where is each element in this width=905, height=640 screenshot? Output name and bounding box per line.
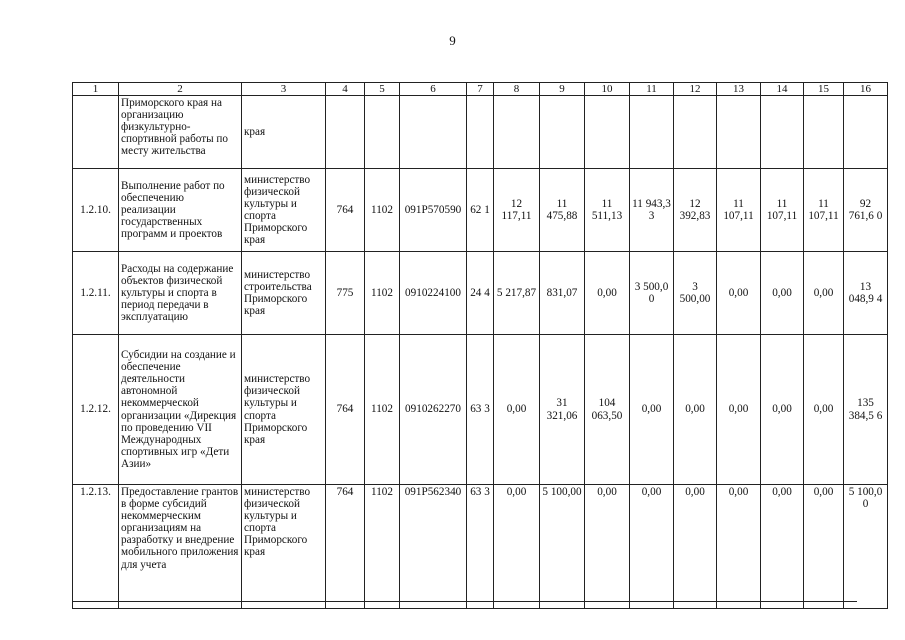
row-number: 1.2.13. [73, 485, 119, 609]
cell-value: 0,00 [585, 252, 630, 335]
col-header: 4 [326, 83, 365, 96]
cell-value: 764 [326, 335, 365, 485]
table-row [73, 96, 888, 169]
col-header: 1 [73, 83, 119, 96]
cell-value: 11 943,3 3 [630, 169, 674, 252]
cell-value: 5 100,00 [540, 485, 585, 609]
cell-value: 0,00 [630, 485, 674, 609]
cell-value [494, 96, 540, 169]
cell-value: 0,00 [761, 252, 804, 335]
col-header: 13 [717, 83, 761, 96]
cell-value: 0,00 [804, 252, 844, 335]
cell-value [365, 96, 400, 169]
table-row [73, 485, 888, 609]
header-row [73, 83, 888, 96]
cell-value: 0,00 [761, 335, 804, 485]
cell-value: 24 4 [467, 252, 494, 335]
col-header: 6 [400, 83, 467, 96]
cell-value: 92 761,6 0 [844, 169, 888, 252]
cell-value [674, 96, 717, 169]
cell-value: 1102 [365, 252, 400, 335]
cell-value: 0,00 [717, 485, 761, 609]
responsible-executor: министерство физической культуры и спорта Приморского края [242, 485, 326, 609]
cell-value [717, 96, 761, 169]
row-number [73, 96, 119, 169]
cell-value: 764 [326, 485, 365, 609]
col-header: 15 [804, 83, 844, 96]
cell-value [630, 96, 674, 169]
row-number: 1.2.10. [73, 169, 119, 252]
cell-value [804, 96, 844, 169]
cell-value: 0,00 [630, 335, 674, 485]
cell-value: 1102 [365, 169, 400, 252]
cell-value: 0,00 [804, 485, 844, 609]
cell-value: 3 500,00 [674, 252, 717, 335]
cell-value: 764 [326, 169, 365, 252]
cell-value: 0,00 [494, 485, 540, 609]
col-header: 16 [844, 83, 888, 96]
cell-value: 11 475,88 [540, 169, 585, 252]
col-header: 11 [630, 83, 674, 96]
measure-name: Приморского края на организацию физкультурно-спортивной работы по месту жительства [119, 96, 242, 169]
cell-value: 63 3 [467, 485, 494, 609]
cell-value [540, 96, 585, 169]
col-header: 12 [674, 83, 717, 96]
budget-table [72, 82, 888, 609]
cell-value: 831,07 [540, 252, 585, 335]
measure-name: Расходы на содержание объектов физической культуры и спорта в период передачи в эксплуатацию [119, 252, 242, 335]
cell-value: 091P570590 [400, 169, 467, 252]
measure-name: Предоставление грантов в форме субсидий некоммерческим организациям на разработку и внедрение мобильного приложения для учета [119, 485, 242, 609]
cell-value: 0,00 [804, 335, 844, 485]
cell-value: 775 [326, 252, 365, 335]
row-number: 1.2.12. [73, 335, 119, 485]
responsible-executor: министерство строительства Приморского края [242, 252, 326, 335]
table-row [73, 335, 888, 485]
cell-value: 11 107,11 [717, 169, 761, 252]
page-bottom-rule [72, 601, 857, 602]
col-header: 3 [242, 83, 326, 96]
row-number: 1.2.11. [73, 252, 119, 335]
cell-value: 0,00 [761, 485, 804, 609]
cell-value: 11 511,13 [585, 169, 630, 252]
cell-value [467, 96, 494, 169]
measure-name: Выполнение работ по обеспечению реализации государственных программ и проектов [119, 169, 242, 252]
col-header: 14 [761, 83, 804, 96]
cell-value: 3 500,0 0 [630, 252, 674, 335]
table-row [73, 252, 888, 335]
col-header: 7 [467, 83, 494, 96]
cell-value [844, 96, 888, 169]
cell-value: 1102 [365, 485, 400, 609]
measure-name: Субсидии на создание и обеспечение деятельности автономной некоммерческой организации «Дирекция по проведению VII Международных спортивных игр «Дети Азии» [119, 335, 242, 485]
cell-value: 0,00 [585, 485, 630, 609]
col-header: 9 [540, 83, 585, 96]
cell-value [761, 96, 804, 169]
col-header: 5 [365, 83, 400, 96]
cell-value: 62 1 [467, 169, 494, 252]
cell-value: 5 217,87 [494, 252, 540, 335]
table-row [73, 169, 888, 252]
cell-value: 135 384,5 6 [844, 335, 888, 485]
col-header: 8 [494, 83, 540, 96]
cell-value: 0,00 [717, 252, 761, 335]
cell-value: 11 107,11 [804, 169, 844, 252]
cell-value: 104 063,50 [585, 335, 630, 485]
cell-value: 091P562340 [400, 485, 467, 609]
cell-value: 63 3 [467, 335, 494, 485]
cell-value: 0910224100 [400, 252, 467, 335]
cell-value: 0,00 [717, 335, 761, 485]
cell-value: 1102 [365, 335, 400, 485]
cell-value: 0,00 [494, 335, 540, 485]
page-number: 9 [449, 33, 456, 48]
cell-value: 0910262270 [400, 335, 467, 485]
cell-value [585, 96, 630, 169]
cell-value: 0,00 [674, 485, 717, 609]
col-header: 2 [119, 83, 242, 96]
cell-value: 13 048,9 4 [844, 252, 888, 335]
cell-value: 12 117,11 [494, 169, 540, 252]
col-header: 10 [585, 83, 630, 96]
cell-value: 31 321,06 [540, 335, 585, 485]
responsible-executor: министерство физической культуры и спорта Приморского края [242, 335, 326, 485]
cell-value: 12 392,83 [674, 169, 717, 252]
cell-value: 0,00 [674, 335, 717, 485]
cell-value [326, 96, 365, 169]
cell-value: 5 100,0 0 [844, 485, 888, 609]
cell-value [400, 96, 467, 169]
responsible-executor: края [242, 96, 326, 169]
responsible-executor: министерство физической культуры и спорта Приморского края [242, 169, 326, 252]
cell-value: 11 107,11 [761, 169, 804, 252]
